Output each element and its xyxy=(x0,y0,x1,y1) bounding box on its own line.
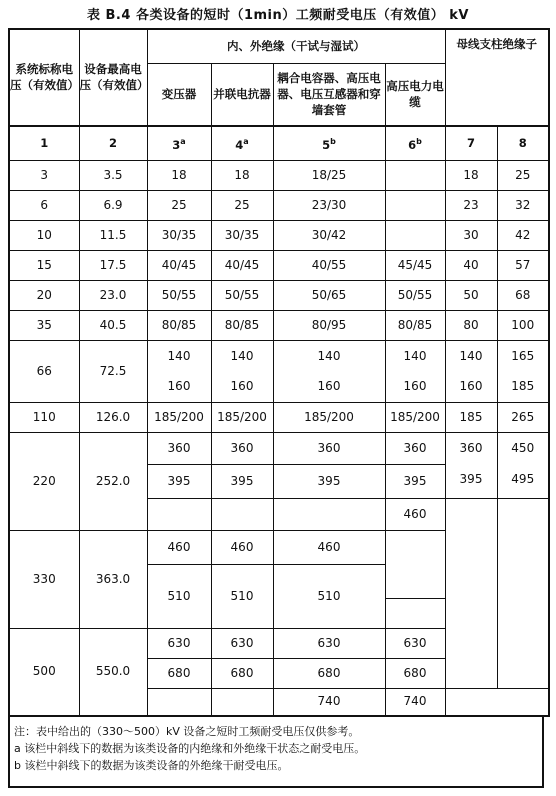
table-cell: 160 xyxy=(211,372,273,402)
table-cell: 160 xyxy=(385,372,445,402)
table-cell: 32 xyxy=(497,190,549,220)
table-cell: 185 xyxy=(445,402,497,432)
withstand-voltage-table xyxy=(8,28,550,717)
table-cell: 160 xyxy=(147,372,211,402)
table-cell: 50/55 xyxy=(385,280,445,310)
table-cell: 510 xyxy=(211,564,273,628)
table-cell: 42 xyxy=(497,220,549,250)
table-cell: 450 xyxy=(497,432,549,464)
table-cell: 50 xyxy=(445,280,497,310)
table-cell xyxy=(385,160,445,190)
table-cell: 25 xyxy=(147,190,211,220)
table-cell: 630 xyxy=(273,628,385,658)
table-cell-empty xyxy=(147,688,211,716)
cell-330-max: 363.0 xyxy=(79,530,147,628)
table-title: 表 B.4 各类设备的短时（1min）工频耐受电压（有效值） kV xyxy=(87,8,469,23)
table-cell: 80/85 xyxy=(147,310,211,340)
table-cell-empty xyxy=(273,498,385,530)
table-cell: 140 xyxy=(147,340,211,372)
table-cell: 18 xyxy=(445,160,497,190)
table-cell-empty xyxy=(147,498,211,530)
table-cell: 57 xyxy=(497,250,549,280)
table-cell: 395 xyxy=(273,464,385,498)
header-hv-cable: 高压电力电缆 xyxy=(385,63,445,125)
table-cell: 740 xyxy=(273,688,385,716)
table-cell: 110 xyxy=(9,402,79,432)
table-cell: 18/25 xyxy=(273,160,385,190)
cell-500-nominal: 500 xyxy=(9,628,79,716)
table-cell: 30/42 xyxy=(273,220,385,250)
table-cell-empty xyxy=(211,498,273,530)
table-cell: 3 xyxy=(9,160,79,190)
header-coupling-capacitor: 耦合电容器、高压电器、电压互感器和穿墙套管 xyxy=(273,63,385,125)
table-cell: 18 xyxy=(211,160,273,190)
table-cell: 40/55 xyxy=(273,250,385,280)
cell-66-nominal: 66 xyxy=(9,340,79,402)
header-busbar-insulator: 母线支柱绝缘子 xyxy=(445,29,549,125)
note-a: a 该栏中斜线下的数据为该类设备的内绝缘和外绝缘干状态之耐受电压。 xyxy=(14,742,366,755)
table-cell: 460 xyxy=(385,498,445,530)
table-cell: 460 xyxy=(273,530,385,564)
table-cell: 185/200 xyxy=(273,402,385,432)
table-cell: 460 xyxy=(211,530,273,564)
table-cell: 395 xyxy=(445,464,497,498)
table-cell: 510 xyxy=(273,564,385,628)
table-cell: 40 xyxy=(445,250,497,280)
table-cell: 185/200 xyxy=(211,402,273,432)
cell-220-nominal: 220 xyxy=(9,432,79,530)
table-cell: 680 xyxy=(385,658,445,688)
table-cell: 185/200 xyxy=(385,402,445,432)
table-cell: 6.9 xyxy=(79,190,147,220)
table-cell: 630 xyxy=(385,628,445,658)
table-cell: 3.5 xyxy=(79,160,147,190)
cell-220-max: 252.0 xyxy=(79,432,147,530)
table-cell: 140 xyxy=(445,340,497,372)
table-cell: 360 xyxy=(445,432,497,464)
table-cell: 495 xyxy=(497,464,549,498)
table-cell-empty xyxy=(445,498,497,688)
table-cell: 185/200 xyxy=(147,402,211,432)
table-cell: 23/30 xyxy=(273,190,385,220)
table-cell: 140 xyxy=(273,340,385,372)
table-cell xyxy=(385,190,445,220)
table-cell: 80/95 xyxy=(273,310,385,340)
table-cell-empty xyxy=(385,530,445,598)
table-cell: 40/45 xyxy=(147,250,211,280)
table-cell: 360 xyxy=(147,432,211,464)
col-number-2: 2 xyxy=(79,126,147,160)
table-cell: 185 xyxy=(497,372,549,402)
table-cell: 100 xyxy=(497,310,549,340)
col-number-5: 5$^b$ xyxy=(273,126,385,160)
table-cell: 23 xyxy=(445,190,497,220)
table-cell: 80/85 xyxy=(211,310,273,340)
table-notes xyxy=(8,716,544,788)
table-cell: 45/45 xyxy=(385,250,445,280)
table-cell: 23.0 xyxy=(79,280,147,310)
table-cell: 18 xyxy=(147,160,211,190)
table-cell: 35 xyxy=(9,310,79,340)
table-cell: 126.0 xyxy=(79,402,147,432)
header-max-voltage: 设备最高电压（有效值） xyxy=(79,29,147,125)
table-cell: 11.5 xyxy=(79,220,147,250)
cell-500-max: 550.0 xyxy=(79,628,147,716)
table-cell: 630 xyxy=(211,628,273,658)
table-cell-empty xyxy=(211,688,273,716)
table-cell xyxy=(385,220,445,250)
col-number-8: 8 xyxy=(497,126,549,160)
table-cell: 80/85 xyxy=(385,310,445,340)
header-transformer: 变压器 xyxy=(147,63,211,125)
table-cell: 17.5 xyxy=(79,250,147,280)
table-cell: 460 xyxy=(147,530,211,564)
col-number-1: 1 xyxy=(9,126,79,160)
table-cell: 510 xyxy=(147,564,211,628)
col-number-4: 4$^a$ xyxy=(211,126,273,160)
table-cell: 30/35 xyxy=(211,220,273,250)
table-cell: 50/55 xyxy=(211,280,273,310)
table-cell: 80 xyxy=(445,310,497,340)
table-cell: 740 xyxy=(385,688,445,716)
header-inner-outer-insulation: 内、外绝缘（干试与湿试） xyxy=(147,29,445,63)
table-cell: 360 xyxy=(273,432,385,464)
table-cell: 265 xyxy=(497,402,549,432)
table-cell: 360 xyxy=(385,432,445,464)
table-cell: 50/55 xyxy=(147,280,211,310)
note-b: b 该栏中斜线下的数据为该类设备的外绝缘干耐受电压。 xyxy=(14,759,289,772)
table-cell: 15 xyxy=(9,250,79,280)
table-cell: 50/65 xyxy=(273,280,385,310)
cell-66-max: 72.5 xyxy=(79,340,147,402)
table-cell: 395 xyxy=(147,464,211,498)
header-nominal-voltage: 系统标称电压（有效值） xyxy=(9,29,79,125)
table-cell: 25 xyxy=(211,190,273,220)
table-cell: 140 xyxy=(385,340,445,372)
table-cell: 395 xyxy=(211,464,273,498)
table-cell: 680 xyxy=(211,658,273,688)
table-cell: 30/35 xyxy=(147,220,211,250)
table-cell-empty xyxy=(497,498,549,688)
table-cell: 160 xyxy=(273,372,385,402)
table-cell: 680 xyxy=(147,658,211,688)
table-cell: 40.5 xyxy=(79,310,147,340)
table-cell: 30 xyxy=(445,220,497,250)
table-cell: 20 xyxy=(9,280,79,310)
col-number-6: 6$^b$ xyxy=(385,126,445,160)
table-cell: 630 xyxy=(147,628,211,658)
header-shunt-reactor: 并联电抗器 xyxy=(211,63,273,125)
col-number-3: 3$^a$ xyxy=(147,126,211,160)
table-cell: 395 xyxy=(385,464,445,498)
table-cell: 25 xyxy=(497,160,549,190)
table-cell: 40/45 xyxy=(211,250,273,280)
col-number-7: 7 xyxy=(445,126,497,160)
note-general: 注：表中给出的（330～500）kV 设备之短时工频耐受电压仅供参考。 xyxy=(14,725,360,738)
table-cell: 10 xyxy=(9,220,79,250)
table-cell: 6 xyxy=(9,190,79,220)
table-cell: 140 xyxy=(211,340,273,372)
table-cell: 68 xyxy=(497,280,549,310)
table-cell: 165 xyxy=(497,340,549,372)
table-cell: 360 xyxy=(211,432,273,464)
table-cell: 160 xyxy=(445,372,497,402)
cell-330-nominal: 330 xyxy=(9,530,79,628)
table-cell: 680 xyxy=(273,658,385,688)
